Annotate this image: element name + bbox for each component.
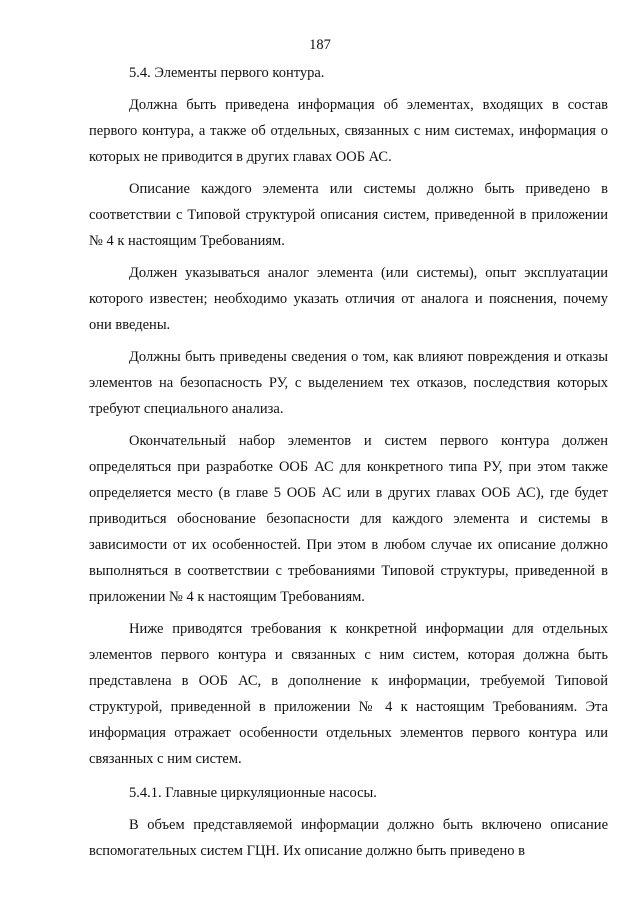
section-heading-5-4: 5.4. Элементы первого контура. bbox=[129, 65, 325, 81]
paragraph-1: Должна быть приведена информация об элементах, входящих в состав первого контура, а также об отдельных, связанных с ним системах, информация о которых не приводится в других главах ООБ АС. bbox=[89, 97, 608, 165]
section-heading-5-4-1: 5.4.1. Главные циркуляционные насосы. bbox=[129, 785, 377, 801]
paragraph-3: Должен указываться аналог элемента (или системы), опыт эксплуатации которого известен; необходимо указать отличия от аналога и пояснения, почему они введены. bbox=[89, 265, 608, 333]
paragraph-5: Окончательный набор элементов и систем первого контура должен определяться при разработке ООБ АС для конкретного типа РУ, при этом также определяется место (в главе 5 ООБ АС или в других главах ООБ АС), где будет приводиться обоснование безопасности для каждого элемента и системы в зависимости от их особенностей. При этом в любом случае их описание должно выполняться в соответствии с требованиями Типовой структуры, приведенной в приложении № 4 к настоящим Требованиям. bbox=[89, 433, 608, 605]
paragraph-4: Должны быть приведены сведения о том, как влияют повреждения и отказы элементов на безопасность РУ, с выделением тех отказов, последствия которых требуют специального анализа. bbox=[89, 349, 608, 417]
paragraph-7: В объем представляемой информации должно быть включено описание вспомогательных систем ГЦН. Их описание должно быть приведено в bbox=[89, 817, 608, 859]
page-body bbox=[89, 60, 608, 864]
page-number: 187 bbox=[309, 37, 331, 53]
paragraph-2: Описание каждого элемента или системы должно быть приведено в соответствии с Типовой структурой описания систем, приведенной в приложении № 4 к настоящим Требованиям. bbox=[89, 181, 608, 249]
paragraph-6: Ниже приводятся требования к конкретной информации для отдельных элементов первого контура и связанных с ним систем, которая должна быть представлена в ООБ АС, в дополнение к информации, требуемой Типовой структурой, приведенной в приложении № 4 к настоящим Требованиям. Эта информация отражает особенности отдельных элементов первого контура или связанных с ним систем. bbox=[89, 621, 608, 767]
